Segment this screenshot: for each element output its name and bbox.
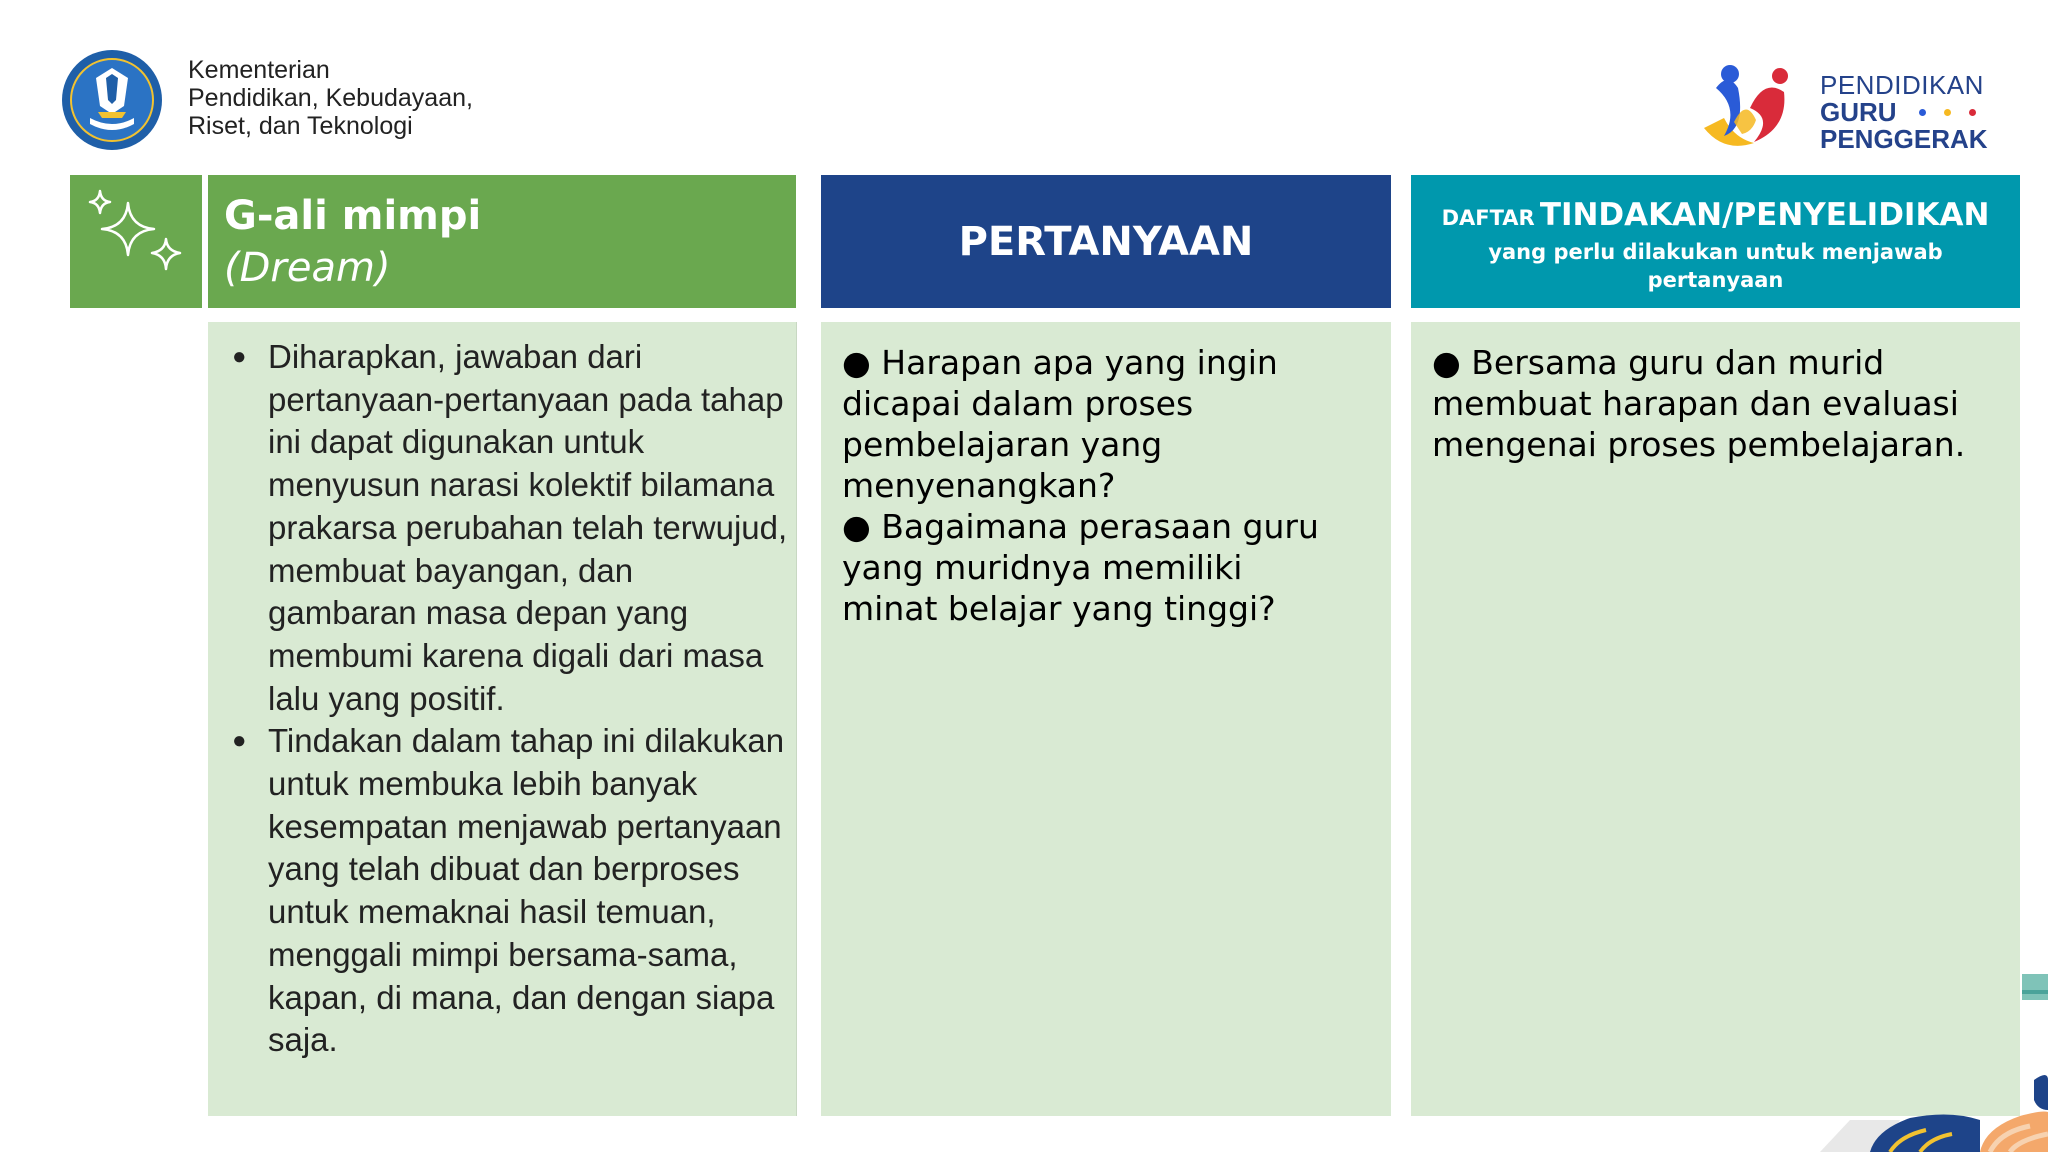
list-item: ● Tindakan dalam tahap ini dilakukan untuk membuka lebih banyak kesempatan menjawab pertanyaan yang telah dibuat dan berproses untuk memaknai hasil temuan, menggali mimpi bersama-sama, kapan, di mana, dan dengan siapa saja.: [232, 720, 788, 1062]
dream-panel: [208, 322, 797, 1116]
text-line: membuat harapan dan evaluasi: [1432, 384, 1959, 423]
text-line: ● Bersama guru dan murid: [1432, 343, 1885, 382]
text-line: yang muridnya memiliki: [842, 548, 1243, 587]
actions-subtitle: yang perlu dilakukan untuk menjawab pertanyaan: [1488, 240, 1943, 292]
program-line-2-text: GURU: [1820, 97, 1897, 127]
text-line: dicapai dalam proses: [842, 384, 1194, 423]
actions-title-small: DAFTAR: [1441, 206, 1535, 230]
text-line: pembelajaran yang: [842, 425, 1163, 464]
ministry-name: [188, 56, 473, 140]
text-line: mengenai proses pembelajaran.: [1432, 425, 1966, 464]
sparkle-icon-box: [70, 175, 202, 308]
text-line: menyenangkan?: [842, 466, 1116, 505]
ministry-line-2: Pendidikan, Kebudayaan,: [188, 84, 473, 112]
text-line: ● Harapan apa yang ingin: [842, 343, 1278, 382]
ministry-line-3: Riset, dan Teknologi: [188, 112, 413, 140]
dream-title: G-ali mimpi: [224, 193, 482, 239]
list-item: ● Diharapkan, jawaban dari pertanyaan-pertanyaan pada tahap ini dapat digunakan untuk menyusun narasi kolektif bilamana prakarsa perubahan telah terwujud, membuat bayangan, dan gambaran masa depan yang membumi karena digali dari masa lalu yang positif.: [232, 336, 788, 720]
program-name: [1820, 72, 1988, 153]
actions-header: [1411, 175, 2020, 308]
text-line: minat belajar yang tinggi?: [842, 589, 1276, 628]
ministry-line-1: Kementerian: [188, 56, 330, 84]
questions-title: PERTANYAAN: [958, 218, 1254, 265]
actions-title: [1411, 197, 2020, 233]
program-line-3: PENGGERAK: [1820, 124, 1988, 154]
actions-text: [1432, 342, 1965, 465]
text-line: ● Bagaimana perasaan guru: [842, 507, 1319, 546]
corner-decoration: [1780, 960, 2048, 1152]
sparkle-icon: [70, 175, 202, 308]
dream-subtitle: (Dream): [224, 245, 391, 291]
tut-wuri-handayani-logo: [60, 48, 164, 152]
questions-header: [821, 175, 1391, 308]
dream-bullet-list: [232, 336, 788, 1062]
program-line-2: [1820, 99, 1988, 126]
program-line-1: PENDIDIKAN: [1820, 70, 1984, 100]
questions-text: [842, 342, 1319, 629]
guru-penggerak-logo: [1694, 58, 1806, 158]
questions-panel: [821, 322, 1391, 1116]
dream-header: [208, 175, 796, 308]
colored-dots: [1919, 109, 1976, 116]
actions-title-big: TINDAKAN/PENYELIDIKAN: [1539, 197, 1990, 233]
